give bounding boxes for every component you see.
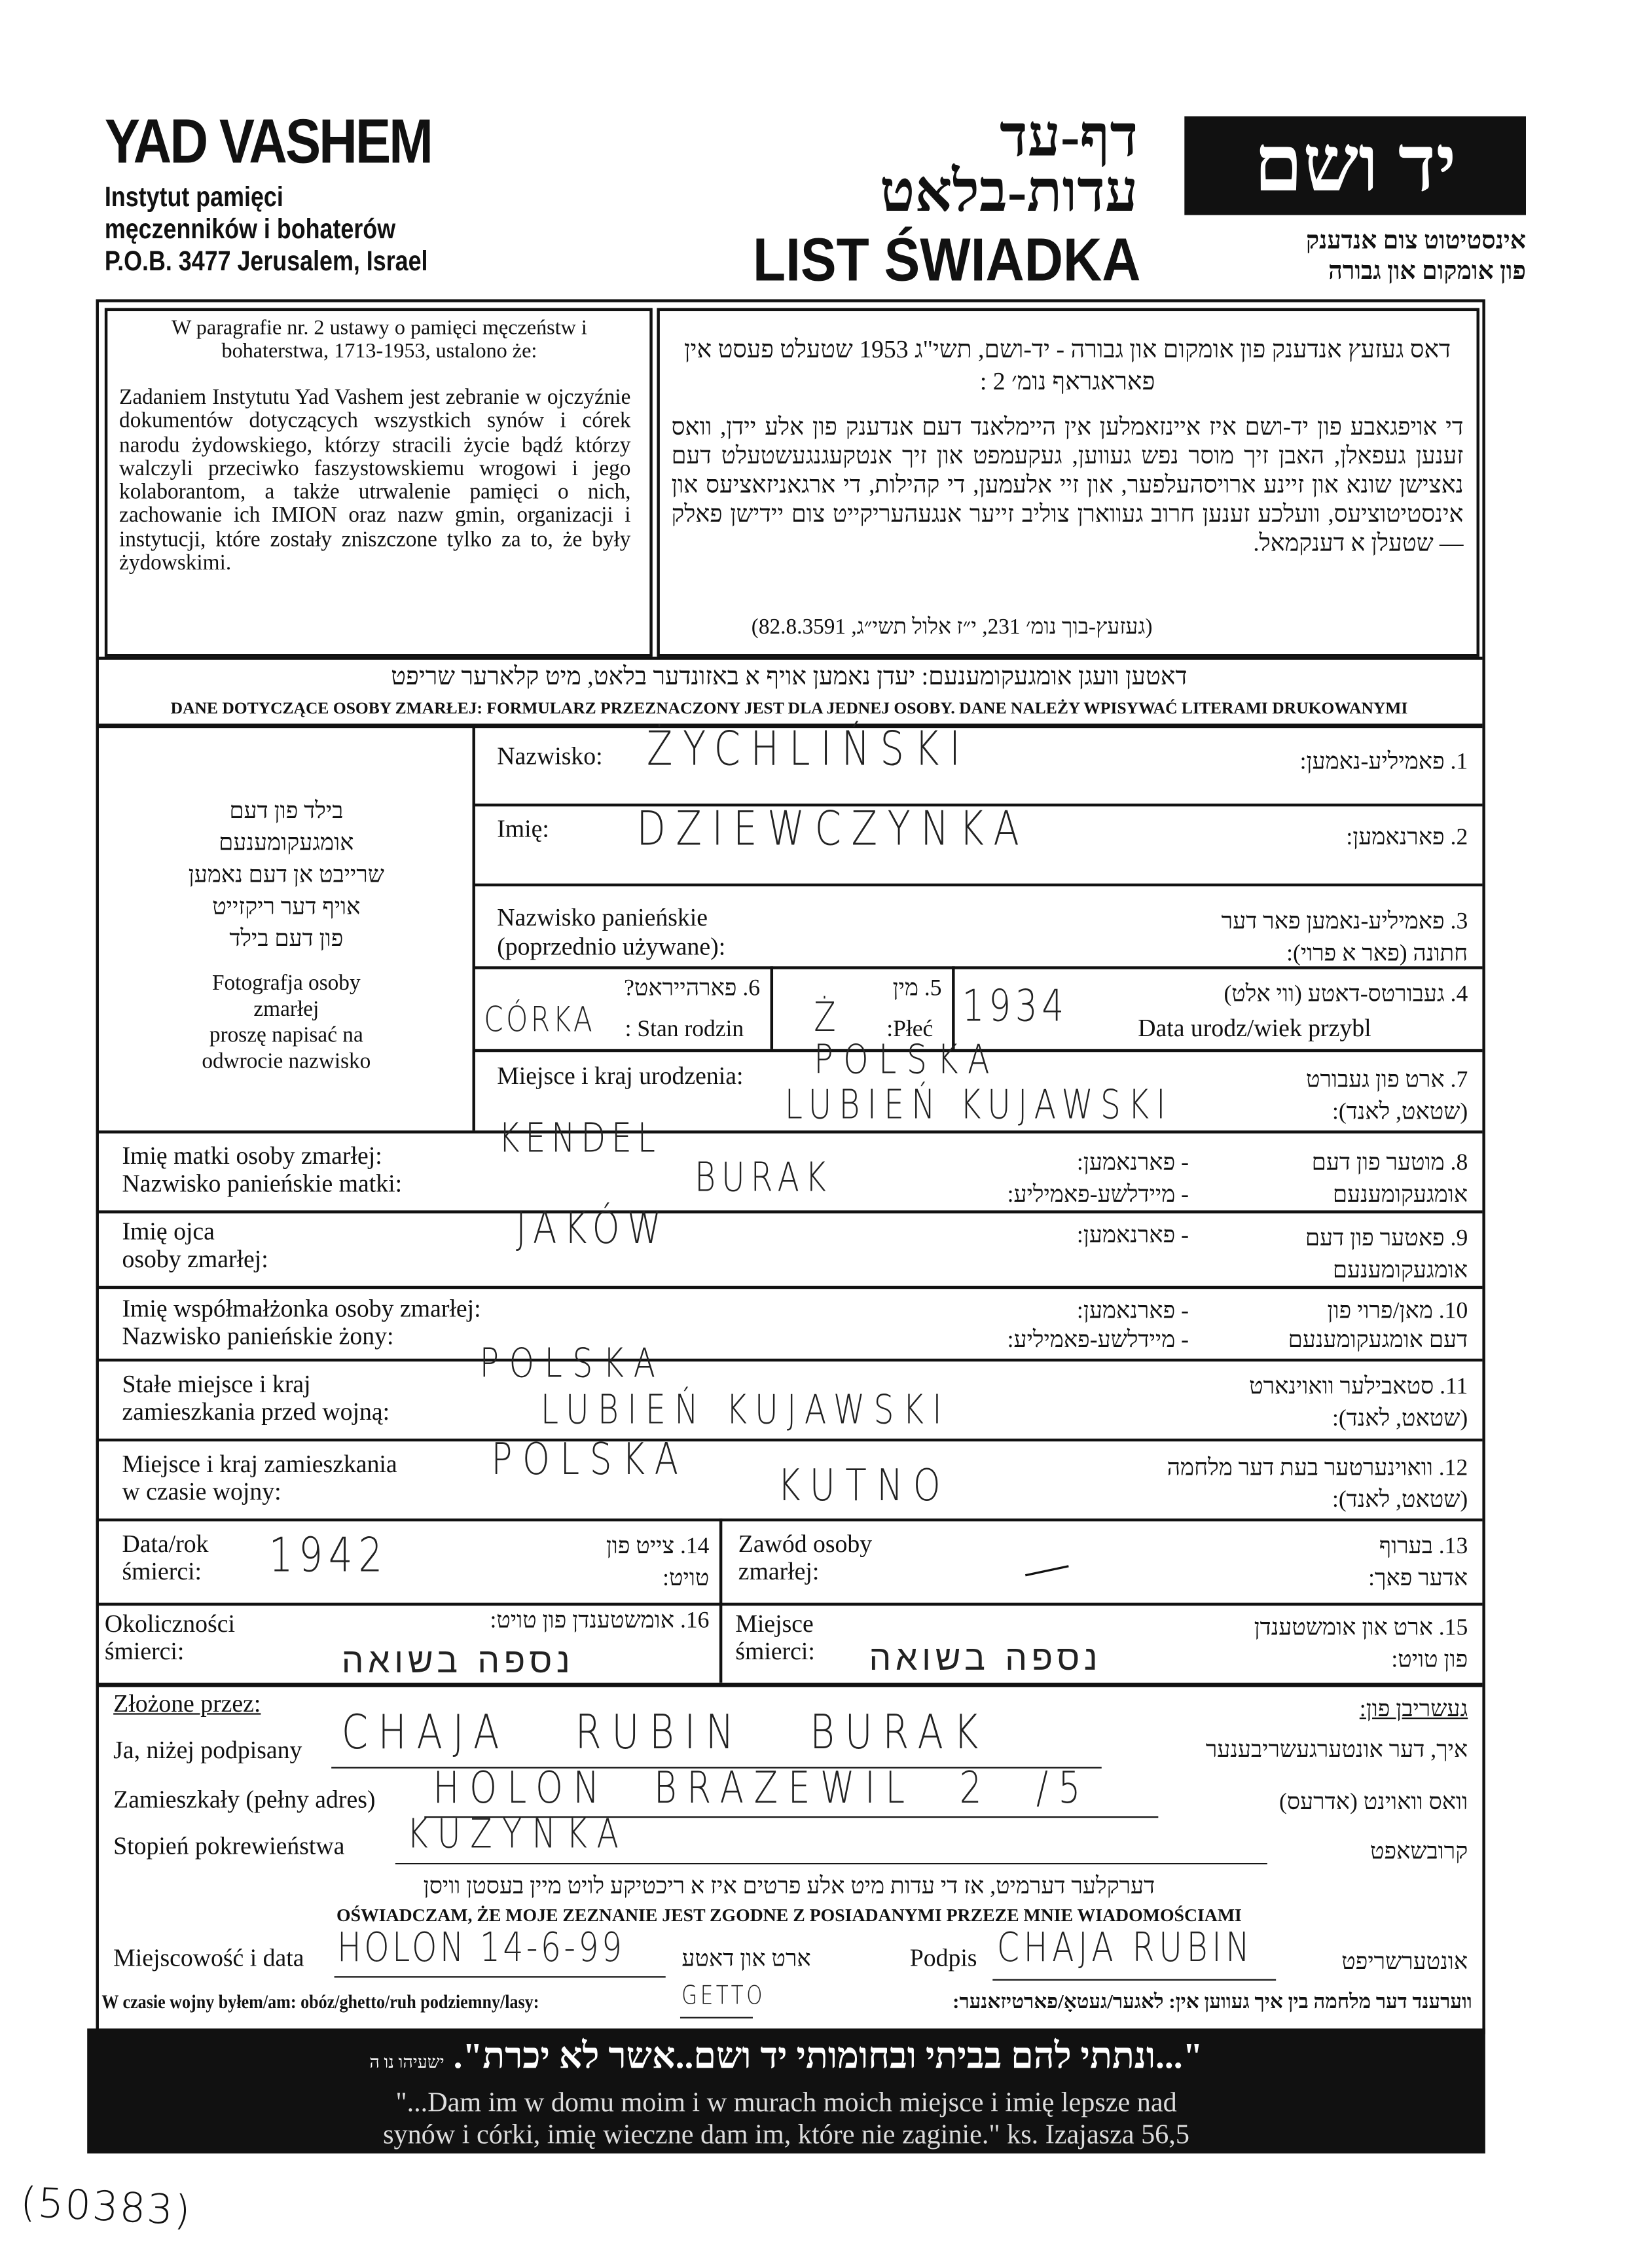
death-place-label xyxy=(735,1610,815,1665)
relation-value[interactable]: KUZYNKA xyxy=(407,1813,629,1859)
first-name-label: Imię: xyxy=(497,815,549,843)
photo-instructions-polish xyxy=(105,971,468,1075)
birthplace-value-town[interactable]: LUBIEŃ KUJAWSKI xyxy=(784,1083,1173,1129)
birth-label-yiddish: 4. געבורטס-דאטע (ווי אלט) xyxy=(1224,982,1468,1007)
surname-label-yiddish: 1. פאמיליע-נאמען: xyxy=(1299,749,1468,775)
prewar-residence-town[interactable]: LUBIEŃ KUJAWSKI xyxy=(540,1388,951,1435)
photo-yiddish-line: שרייבט אן דעם נאמען xyxy=(188,863,384,888)
father-label-yiddish xyxy=(1305,1223,1468,1287)
spouse-label-mid xyxy=(1007,1297,1189,1356)
label-line: - פארנאמען: xyxy=(1076,1151,1189,1176)
war-status-label: W czasie wojny byłem/am: obóz/ghetto/ruh podziemny/lasy: xyxy=(101,1990,539,2013)
place-date-value[interactable]: HOLON 14-6-99 xyxy=(337,1926,625,1972)
label-line: śmierci: xyxy=(735,1637,815,1666)
family-status-value[interactable]: CÓRKA xyxy=(484,1000,596,1041)
yad-vashem-logo: יד ושם xyxy=(1184,117,1526,215)
photo-polish-line: Fotografja osoby xyxy=(212,972,361,996)
mother-maiden-name-value[interactable]: BURAK xyxy=(695,1156,832,1202)
banner-polish-line: "...Dam im w domu moim i w murach moich miejsce i imię lepsze nad xyxy=(395,2088,1177,2119)
mother-label-yiddish xyxy=(1312,1148,1468,1212)
logo-sub-2: פון אומקום און גבורה xyxy=(1328,257,1526,285)
label-line: (שטאט, לאנד): xyxy=(1332,1100,1468,1125)
label-line: Miejsce xyxy=(735,1610,814,1638)
title-yiddish-1: דף-עד xyxy=(1000,103,1138,169)
birthplace-value-country[interactable]: POLSKA xyxy=(814,1038,1000,1085)
label-line: 14. צייט פון xyxy=(606,1534,710,1560)
label-line: zamieszkania przed wojną: xyxy=(122,1397,390,1426)
profession-label xyxy=(738,1530,872,1585)
photo-polish-line: odwrocie nazwisko xyxy=(202,1051,371,1074)
war-residence-label xyxy=(122,1450,397,1505)
photo-instructions-yiddish xyxy=(105,797,468,956)
sex-label: :Płeć xyxy=(886,1017,934,1042)
title-polish: LIST ŚWIADKA xyxy=(752,225,1141,294)
label-line: טויט: xyxy=(662,1566,710,1591)
war-residence-country[interactable]: POLSKA xyxy=(491,1434,689,1485)
intro-polish-heading: W paragrafie nr. 2 ustawy o pamięci męczeństw i bohaterstwa, 1713-1953, ustalono że: xyxy=(171,316,587,363)
label-line: 8. מוטער פון דעם xyxy=(1311,1151,1468,1176)
death-date-label-yiddish xyxy=(606,1532,710,1596)
signature-label: Podpis xyxy=(909,1944,977,1972)
banner-hebrew-ref: ישעיהו נו ה xyxy=(369,2051,444,2072)
address-label: Zamieszkały (pełny adres) xyxy=(113,1786,376,1814)
photo-yiddish-line: אויף דער ריקזייט xyxy=(212,895,361,920)
label-line: Nazwisko panieńskie matki: xyxy=(122,1170,403,1198)
mother-label xyxy=(122,1142,402,1197)
label-line: zmarłej: xyxy=(738,1557,820,1586)
submitter-heading: Złożone przez: xyxy=(113,1689,261,1718)
prewar-residence-country[interactable]: POLSKA xyxy=(479,1342,666,1388)
photo-yiddish-line: אומגעקומענעם xyxy=(219,831,354,856)
label-line: 12. וואוינערטער בעת דער מלחמה xyxy=(1167,1456,1468,1481)
photo-yiddish-line: פון דעם בילד xyxy=(229,927,344,952)
death-place-value[interactable]: נספה בשואה xyxy=(869,1637,1102,1679)
label-line: דעם אומגעקומענעם xyxy=(1288,1328,1468,1353)
org-name: YAD VASHEM xyxy=(104,107,432,177)
relation-label-yiddish: קרובשאפט xyxy=(1370,1839,1468,1865)
family-status-label-yiddish: 6. פארהייראט? xyxy=(624,976,761,1001)
label-line: osoby zmarłej: xyxy=(122,1245,268,1273)
label-line: Okoliczności xyxy=(104,1610,235,1638)
mother-first-name-value[interactable]: KENDEL xyxy=(498,1117,661,1162)
label-line: - מיידלשע-פאמיליע: xyxy=(1007,1183,1189,1208)
death-date-value[interactable]: 1942 xyxy=(268,1529,389,1584)
family-status-label: : Stan rodzin xyxy=(625,1017,744,1042)
birthplace-label: Miejsce i kraj urodzenia: xyxy=(497,1062,744,1090)
label-line: אומגעקומענעם xyxy=(1332,1183,1468,1208)
photo-yiddish-line: בילד פון דעם xyxy=(229,799,344,824)
spouse-label-yiddish xyxy=(1288,1297,1468,1356)
profession-label-yiddish xyxy=(1368,1532,1468,1596)
maiden-label-line: Nazwisko panieńskie xyxy=(497,903,708,932)
submitter-name-value[interactable]: CHAJA RUBIN BURAK xyxy=(341,1706,988,1761)
org-line: P.O.B. 3477 Jerusalem, Israel xyxy=(104,247,428,278)
label-line: - מיידלשע-פאמיליע: xyxy=(1007,1328,1189,1353)
label-line: Imię współmałżonka osoby zmarłej: xyxy=(122,1295,481,1323)
label-line: 9. פאטער פון דעם xyxy=(1305,1226,1468,1251)
submitter-name-label: Ja, niżej podpisany xyxy=(113,1736,302,1765)
label-line: אדער פאך: xyxy=(1368,1566,1468,1591)
banner-polish-quote xyxy=(87,2088,1485,2152)
maiden-label-line: חתונה (פאר א פרוי): xyxy=(1286,941,1468,967)
profession-value[interactable]: — xyxy=(1019,1539,1073,1596)
label-line: אומגעקומענעם xyxy=(1332,1258,1468,1284)
surname-value[interactable]: ŻYCHLIŃSKI xyxy=(646,723,971,778)
photo-polish-line: zmarłej xyxy=(253,998,319,1022)
label-line: פון טויט: xyxy=(1391,1647,1468,1673)
label-line: (שטאט, לאנד): xyxy=(1332,1488,1468,1513)
label-line: Imię matki osoby zmarłej: xyxy=(122,1142,382,1170)
label-line: śmierci: xyxy=(104,1637,185,1666)
label-line: (שטאט, לאנד): xyxy=(1332,1406,1468,1431)
org-address xyxy=(105,183,428,279)
intro-polish-body: Zadaniem Instytutu Yad Vashem jest zebranie w ojczyźnie dokumentów dotyczących wszystkich synów i córek narodu żydowskiego, którzy stracili życie bądź którzy walczyli przeciwko faszystowskiemu wrogowi i jego kolaborantom, a także utrwalenie pamięci o nich, zachowanie ich IMION oraz nazw gmin, organizacji i instytucji, które zostały zniszczone tylko za to, że były żydowskimi. xyxy=(119,386,631,576)
org-line: Instytut pamięci xyxy=(104,183,283,214)
section-header-yiddish: דאטען וועגן אומגעקומענעם: יעדן נאמען אויף א באזונדער בלאט, מיט קלארער שריפט xyxy=(391,662,1188,691)
war-status-label-yiddish: ווערענד דער מלחמה בין איך געווען אין: לאגער/געטאָ/פארטיזאנער: xyxy=(952,1992,1472,2014)
photo-polish-line: proszę napisać na xyxy=(209,1024,363,1048)
label-line: - פארנאמען: xyxy=(1076,1299,1189,1324)
father-value[interactable]: JAKÓW xyxy=(516,1203,669,1254)
label-line: 7. ארט פון געבורט xyxy=(1306,1068,1468,1093)
death-place-label-yiddish xyxy=(1254,1613,1468,1677)
mother-label-mid xyxy=(1007,1148,1189,1212)
intro-yiddish-heading: דאס געזעץ אנדענק פון אומקום און גבורה - יד-ושם, תשי"ג 1953 שטעלט פעסט אין פאראגראף נומ׳ 2 : xyxy=(683,335,1451,395)
declaration-polish: OŚWIADCZAM, ŻE MOJE ZEZNANIE JEST ZGODNE Z POSIADANYMI PRZEZE MNIE WIADOMOŚCIAMI xyxy=(336,1905,1242,1926)
label-line: w czasie wojny: xyxy=(122,1477,281,1505)
birthplace-label-yiddish xyxy=(1306,1065,1468,1129)
label-line: Stałe miejsce i kraj xyxy=(122,1370,311,1398)
maiden-name-label xyxy=(497,904,725,962)
label-line: Miejsce i kraj zamieszkania xyxy=(122,1450,397,1478)
death-circumstances-label-yiddish: 16. אומשטענדן פון טויט: xyxy=(490,1608,710,1634)
sex-value[interactable]: Ż xyxy=(814,996,846,1042)
intro-yiddish-ref: (געזעץ-בוך נומ׳ 231, י״ז אלול תשי״ג, 82.8.3591) xyxy=(751,616,1153,639)
father-label-mid: - פארנאמען: xyxy=(1076,1223,1189,1248)
spouse-label xyxy=(122,1295,481,1350)
org-line: męczenników i bohaterów xyxy=(104,215,396,246)
address-label-yiddish: וואס וואוינט (אדרעס) xyxy=(1279,1790,1468,1815)
signature-label-yiddish: אונטערשריפט xyxy=(1341,1950,1468,1975)
death-circumstances-label xyxy=(105,1610,235,1665)
birth-value[interactable]: 1934 xyxy=(962,981,1068,1032)
sex-label-yiddish: 5. מין xyxy=(892,976,942,1001)
death-date-label xyxy=(122,1530,208,1585)
maiden-label-line: (poprzednio używane): xyxy=(497,933,726,961)
logo-sub-1: אינסטיטוט צום אנדענק xyxy=(1305,226,1526,255)
label-line: Data/rok xyxy=(122,1530,209,1558)
war-status-value[interactable]: GETTO xyxy=(681,1982,766,2011)
place-date-label: Miejscowość i data xyxy=(113,1944,304,1972)
section-header-polish: DANE DOTYCZĄCE OSOBY ZMARŁEJ: FORMULARZ PRZEZNACZONY JEST DLA JEDNEJ OSOBY. DANE NALEŻY WPISYWAĆ LITERAMI DRUKOWANYMI xyxy=(170,700,1408,718)
submitter-heading-yiddish: געשריבן פון: xyxy=(1359,1697,1468,1722)
label-line: śmierci: xyxy=(122,1557,202,1586)
label-line: Zawód osoby xyxy=(738,1530,873,1558)
relation-label: Stopień pokrewieństwa xyxy=(113,1832,345,1860)
war-residence-town[interactable]: KUTNO xyxy=(777,1460,951,1511)
declaration-yiddish: דערקלער דערמיט, אז די עדות מיט אלע פרטים איז א ריכטיקע לויט מיין בעסטן וויסן xyxy=(423,1874,1155,1899)
banner-polish-line: synów i córki, imię wieczne dam im, które nie zaginie." ks. Izajasza 56,5 xyxy=(383,2119,1189,2151)
banner-hebrew-quote xyxy=(87,2037,1485,2078)
war-residence-label-yiddish xyxy=(1167,1453,1468,1517)
birth-label: Data urodz/wiek przybl xyxy=(1138,1014,1371,1042)
title-yiddish-2: עדות-בלאט xyxy=(879,158,1138,224)
first-name-value[interactable]: DZIEWCZYNKA xyxy=(636,802,1030,857)
label-line: 15. ארט און אומשטענדן xyxy=(1254,1615,1468,1641)
prewar-residence-label xyxy=(122,1370,390,1425)
place-date-label-yiddish: ארט און דאטע xyxy=(681,1947,811,1972)
submitter-name-label-yiddish: איך, דער אונטערגעשריבענער xyxy=(1205,1738,1468,1763)
archive-number: (50383) xyxy=(19,2178,193,2235)
banner-hebrew-text: "...ונתתי להם בביתי ובחומותי יד ושם..אשר לא יכרת". xyxy=(453,2037,1203,2077)
label-line: 13. בערוף xyxy=(1379,1534,1468,1560)
surname-label: Nazwisko: xyxy=(497,742,603,770)
maiden-name-label-yiddish xyxy=(1222,907,1468,971)
father-label xyxy=(122,1217,268,1272)
label-line: 10. מאן/פרוי פון xyxy=(1327,1299,1468,1324)
death-circumstances-value[interactable]: נספה בשואה xyxy=(341,1640,575,1682)
label-line: Nazwisko panieńskie żony: xyxy=(122,1322,394,1350)
signature-value[interactable]: CHAJA RUBIN xyxy=(996,1926,1254,1972)
prewar-residence-label-yiddish xyxy=(1249,1372,1468,1436)
label-line: Imię ojca xyxy=(122,1217,215,1246)
label-line: 11. סטאבילער וואוינארט xyxy=(1249,1375,1468,1399)
address-value[interactable]: HOLON BRAZEWIL 2 /5 xyxy=(433,1762,1091,1814)
first-name-label-yiddish: 2. פארנאמען: xyxy=(1346,825,1468,850)
maiden-label-line: 3. פאמיליע-נאמען פאר דער xyxy=(1221,909,1468,935)
intro-yiddish-body: די אויפגאבע פון יד-ושם איז איינזאמלען אין היימלאנד דעם אנדענק פון אלע יידן, וואס זענען געפאלן, האבן זיך מוסר נפש געווען, געקעמפט און זיך אנטקעגנגעשטעלט דעם נאצישן שונא און זיינע ארויסהעלפער, און זיי אלעמען, די קהילות, די ארגאניזאציעס און אינסטיטוציעס, וועלכע זענען חרוב געווארן צוליב זייער אנגעהעריקייט צום יידישן פאלק — שטעלן א דענקמאל. xyxy=(671,412,1464,557)
